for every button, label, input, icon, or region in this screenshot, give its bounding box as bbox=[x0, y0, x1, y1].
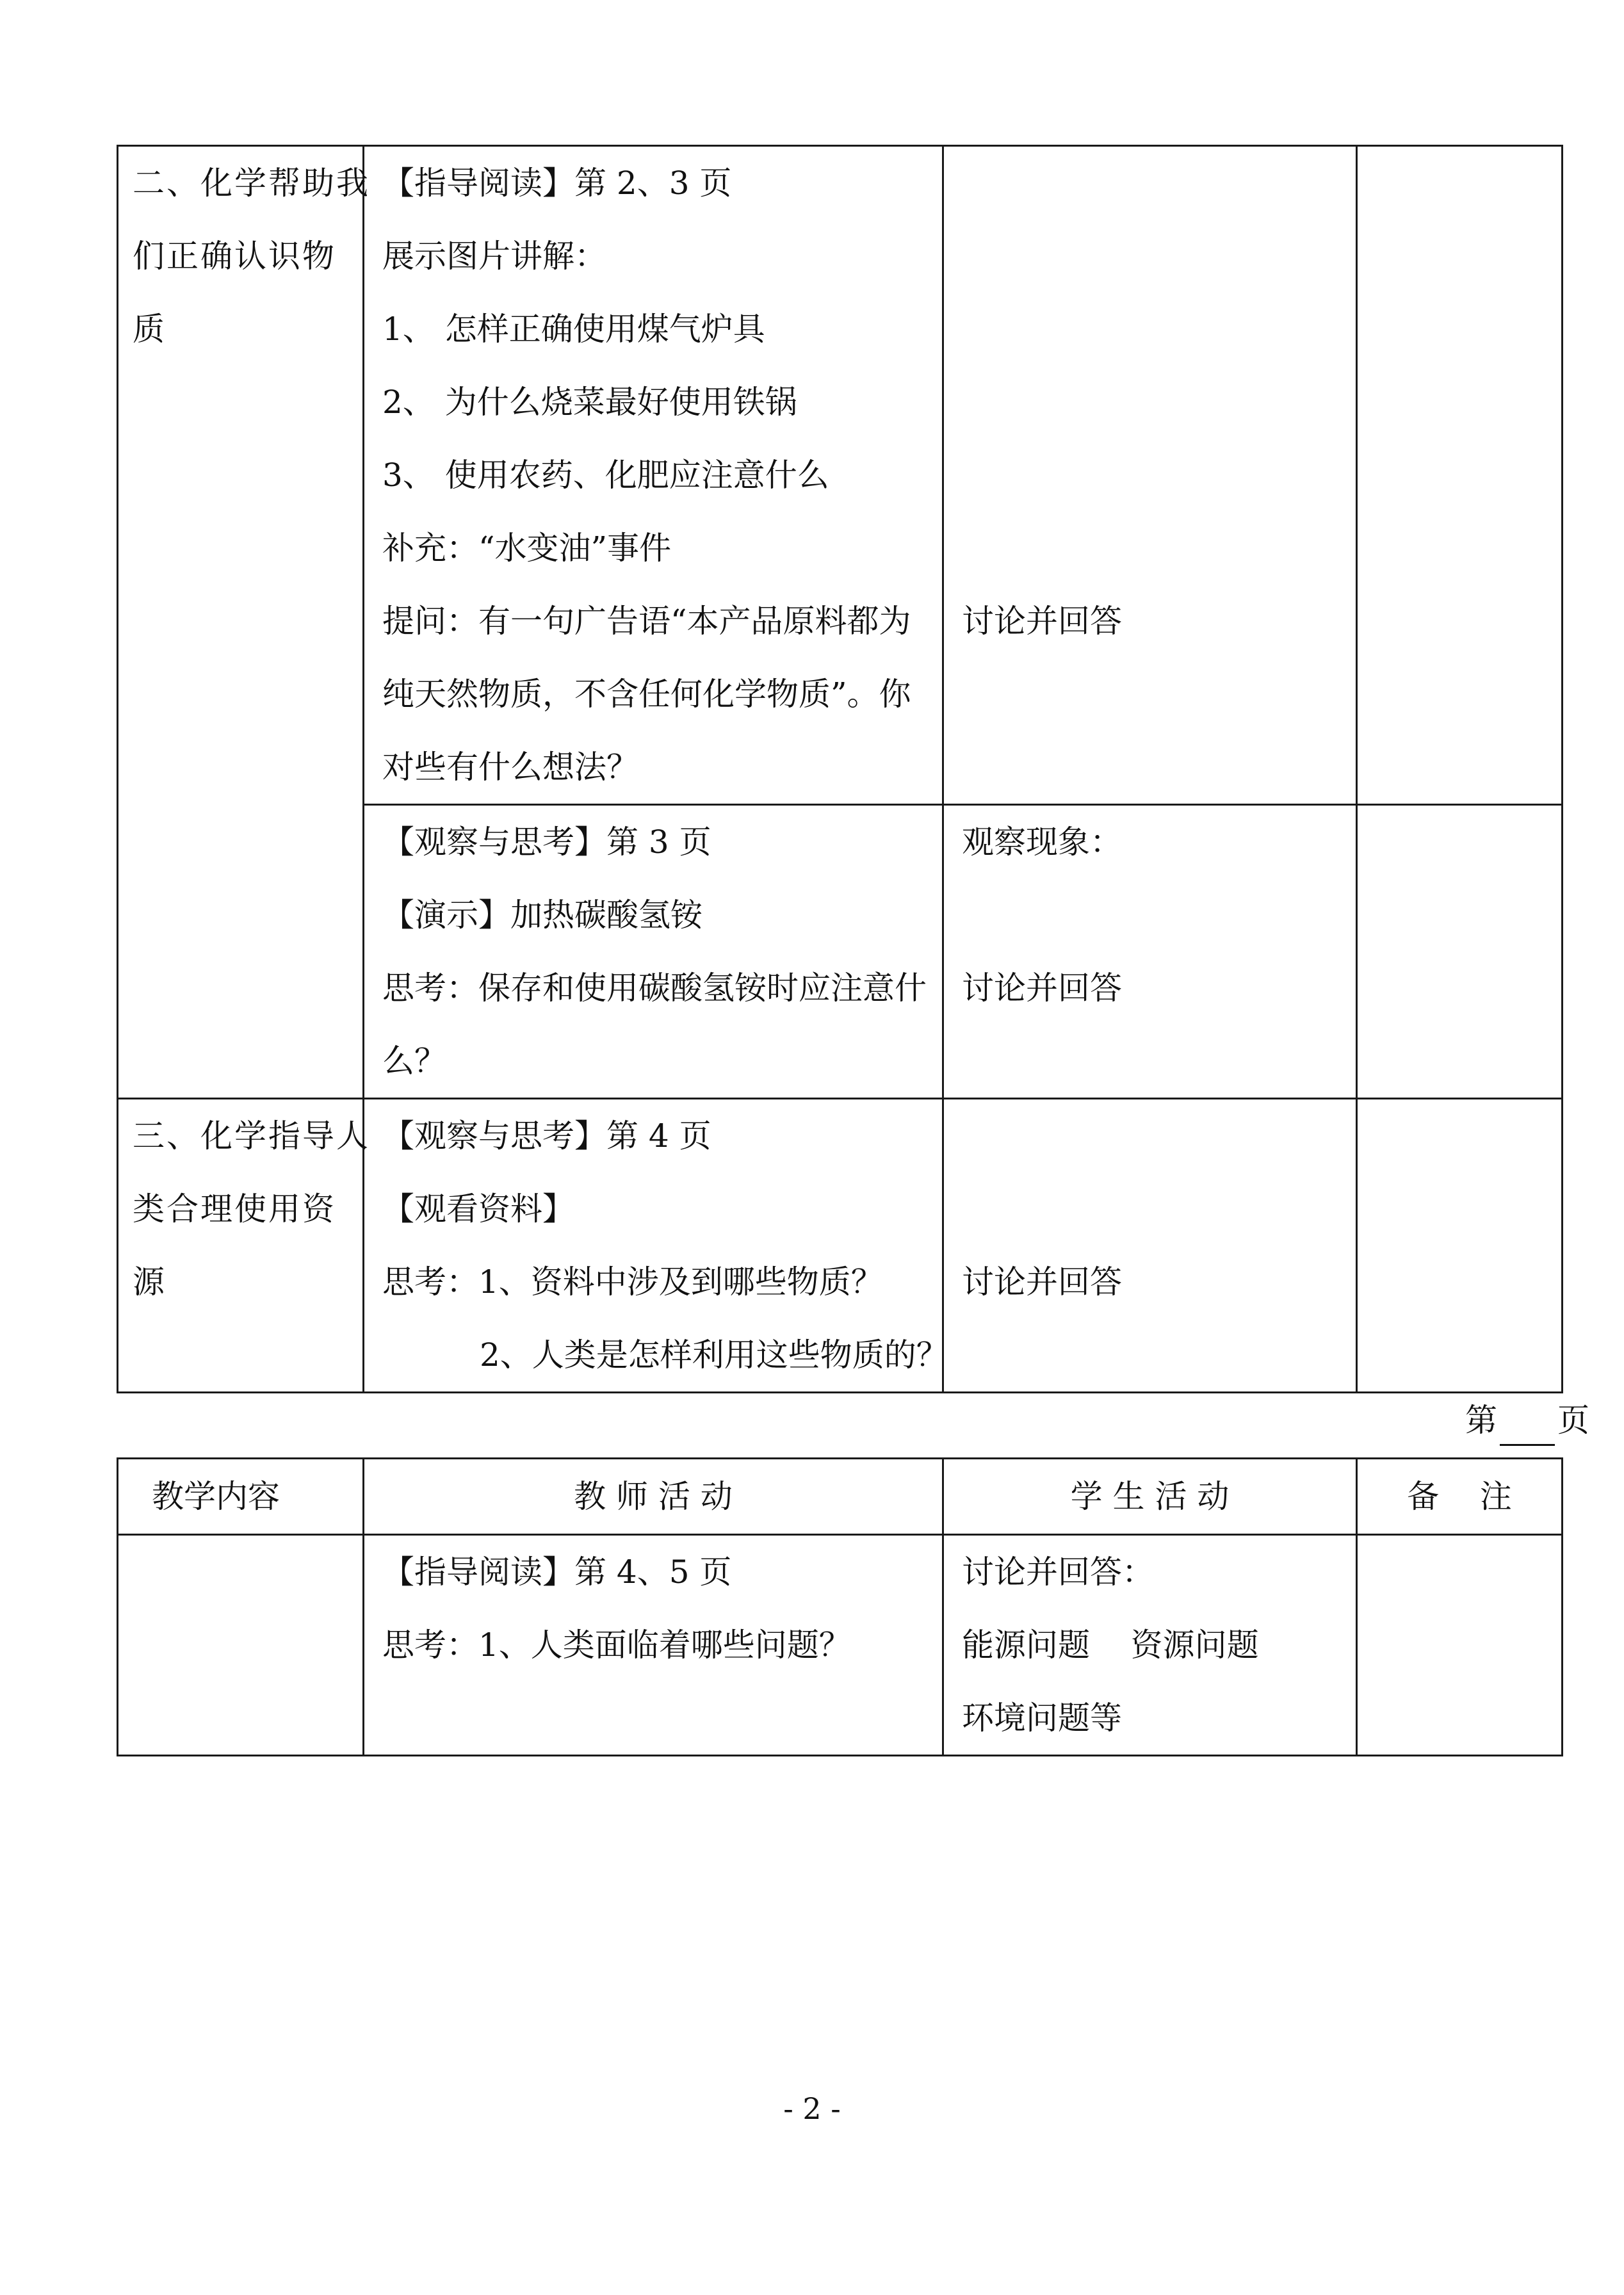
teacher-activity-line: 提问：有一句广告语“本产品原料都为 bbox=[382, 603, 911, 640]
student-activity-line: 能源问题 资源问题 bbox=[962, 1626, 1259, 1664]
teacher-activity-line: 补充：“水变油”事件 bbox=[382, 530, 672, 567]
note-cell bbox=[1357, 805, 1563, 1099]
section-title-line: 质 bbox=[133, 311, 166, 348]
table-row bbox=[118, 1099, 1563, 1393]
teacher-activity-line: 1、 怎样正确使用煤气炉具 bbox=[382, 311, 765, 348]
student-activity-line: 观察现象： bbox=[962, 823, 1122, 861]
student-activity-cell bbox=[943, 1099, 1357, 1393]
teacher-activity-cell bbox=[364, 146, 943, 805]
student-activity-line: 讨论并回答： bbox=[962, 1553, 1154, 1591]
page-marker-suffix: 页 bbox=[1557, 1402, 1589, 1439]
section-title-line: 二、化学帮助我 bbox=[133, 165, 370, 202]
teacher-activity-line: 2、人类是怎样利用这些物质的？ bbox=[480, 1336, 948, 1374]
teacher-activity-line: 思考：保存和使用碳酸氢铵时应注意什 bbox=[382, 969, 927, 1007]
lesson-plan-table-continued bbox=[117, 145, 1563, 1393]
section-title-cell bbox=[118, 1099, 370, 1393]
table-row bbox=[118, 146, 1563, 805]
table-row bbox=[118, 1535, 1563, 1756]
section-title-line: 们正确认识物 bbox=[133, 238, 336, 275]
note-cell bbox=[1357, 146, 1563, 805]
teacher-activity-line: 【演示】加热碳酸氢铵 bbox=[382, 896, 702, 934]
section-title-line: 源 bbox=[133, 1263, 166, 1301]
teacher-activity-line: 【观察与思考】第 4 页 bbox=[382, 1117, 711, 1155]
page-marker-prefix: 第 bbox=[1465, 1402, 1497, 1439]
student-activity-line: 讨论并回答 bbox=[962, 603, 1122, 640]
header-teacher-activity: 教 师 活 动 bbox=[364, 1459, 943, 1535]
student-activity-cell bbox=[943, 805, 1357, 1099]
section-title-cell bbox=[118, 146, 370, 1099]
teacher-activity-line: 思考：1、人类面临着哪些问题？ bbox=[382, 1626, 851, 1664]
student-activity-line: 环境问题等 bbox=[962, 1699, 1122, 1737]
teacher-activity-line: 3、 使用农药、化肥应注意什么 bbox=[382, 457, 829, 494]
teacher-activity-cell bbox=[364, 1099, 948, 1393]
teacher-activity-line: 么？ bbox=[382, 1042, 446, 1080]
page-number-marker bbox=[1465, 1395, 1589, 1446]
lesson-plan-table bbox=[117, 1457, 1563, 1756]
teacher-activity-line: 对些有什么想法？ bbox=[382, 749, 638, 786]
section-title-line: 类合理使用资 bbox=[133, 1190, 336, 1228]
student-activity-line: 讨论并回答 bbox=[962, 1263, 1122, 1301]
student-activity-line: 讨论并回答 bbox=[962, 969, 1122, 1007]
student-activity-cell bbox=[943, 1535, 1357, 1756]
teacher-activity-line: 展示图片讲解： bbox=[382, 238, 606, 275]
content-cell bbox=[118, 1535, 364, 1756]
teacher-activity-line: 思考：1、资料中涉及到哪些物质？ bbox=[382, 1263, 883, 1301]
teacher-activity-cell bbox=[364, 1535, 943, 1756]
teacher-activity-line: 【指导阅读】第 4、5 页 bbox=[382, 1553, 732, 1591]
teacher-activity-line: 【观看资料】 bbox=[382, 1190, 574, 1228]
teacher-activity-line: 【指导阅读】第 2、3 页 bbox=[382, 165, 732, 202]
student-activity-cell bbox=[943, 146, 1357, 805]
page-footer-number: - 2 - bbox=[783, 2091, 841, 2126]
page-number-blank bbox=[1500, 1411, 1555, 1446]
header-student-activity: 学 生 活 动 bbox=[943, 1459, 1357, 1535]
header-content: 教学内容 bbox=[118, 1459, 364, 1535]
teacher-activity-line: 【观察与思考】第 3 页 bbox=[382, 823, 711, 861]
note-cell bbox=[1357, 1099, 1563, 1393]
note-cell bbox=[1357, 1535, 1563, 1756]
header-note: 备 注 bbox=[1357, 1459, 1563, 1535]
teacher-activity-line: 纯天然物质，不含任何化学物质”。你 bbox=[382, 676, 911, 713]
table-header-row bbox=[118, 1459, 1563, 1535]
teacher-activity-cell bbox=[364, 805, 943, 1099]
section-title-line: 三、化学指导人 bbox=[133, 1117, 370, 1155]
teacher-activity-line: 2、 为什么烧菜最好使用铁锅 bbox=[382, 384, 797, 421]
